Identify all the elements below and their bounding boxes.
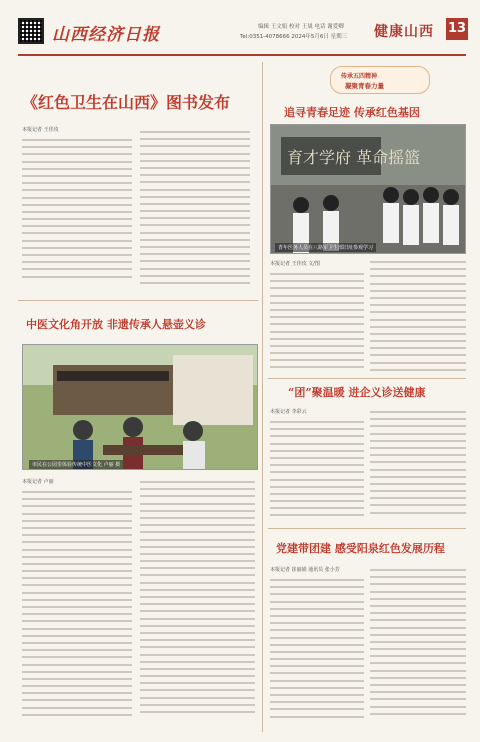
article-title-clinic: “团”聚温暖 进企义诊送健康 xyxy=(288,386,426,399)
article-byline: 本报记者 王佳玫 文/图 xyxy=(270,261,320,267)
editor-line: 编辑 王文娟 校对 王晟 电话 谢爱卿 xyxy=(258,24,344,30)
photo-caption: 青年医务人员在八路军卫生部旧址参观学习 xyxy=(275,243,376,252)
contact-line: Tel:0351-4078666 2024年5月6日 星期三 xyxy=(240,34,348,40)
article-body-col1 xyxy=(22,136,132,286)
article-byline: 本报记者 王佳玫 xyxy=(22,127,59,133)
qr-code-icon xyxy=(18,18,44,44)
article-byline: 本报记者 李彩云 xyxy=(270,409,307,415)
article-title-youth: 追寻青春足迹 传承红色基因 xyxy=(284,106,420,119)
divider xyxy=(268,528,466,529)
article-body-col2 xyxy=(140,128,250,288)
divider xyxy=(268,378,466,379)
photo-caption: 市民在公园里体验传统中医文化 卢丽 摄 xyxy=(29,460,123,469)
section-title: 健康山西 xyxy=(374,24,434,40)
youth-photo xyxy=(270,124,466,254)
article-body-col1 xyxy=(22,488,132,728)
page-header xyxy=(18,18,466,56)
article-body-col2 xyxy=(370,258,466,374)
article-body-col1 xyxy=(270,576,364,726)
column-divider xyxy=(262,62,263,732)
tcm-photo xyxy=(22,344,258,470)
masthead: 山西经济日报 xyxy=(52,25,160,45)
youth-day-banner xyxy=(330,66,430,94)
article-body-col2 xyxy=(370,408,466,520)
divider xyxy=(18,300,258,301)
youth-scene-image xyxy=(271,125,466,254)
article-body-col1 xyxy=(270,270,364,374)
article-body-col2 xyxy=(370,566,466,726)
photo-sign-text: 育才学府 革命摇篮 xyxy=(287,148,421,167)
article-byline: 本报记者 卢丽 xyxy=(22,479,54,485)
article-byline: 本报记者 崔丽娟 通讯员 张小芳 xyxy=(270,567,340,573)
page-number: 13 xyxy=(446,18,468,40)
banner-line-2: 凝聚青春力量 xyxy=(345,82,384,90)
tcm-scene-image xyxy=(23,345,258,470)
article-title-tcm: 中医文化角开放 非遗传承人悬壶义诊 xyxy=(26,318,206,331)
article-title-party: 党建带团建 感受阳泉红色发展历程 xyxy=(276,542,445,555)
banner-line-1: 传承五四精神 xyxy=(341,73,378,80)
article-title-book-release: 《红色卫生在山西》图书发布 xyxy=(22,93,231,112)
article-body-col2 xyxy=(140,478,255,728)
article-body-col1 xyxy=(270,418,364,522)
